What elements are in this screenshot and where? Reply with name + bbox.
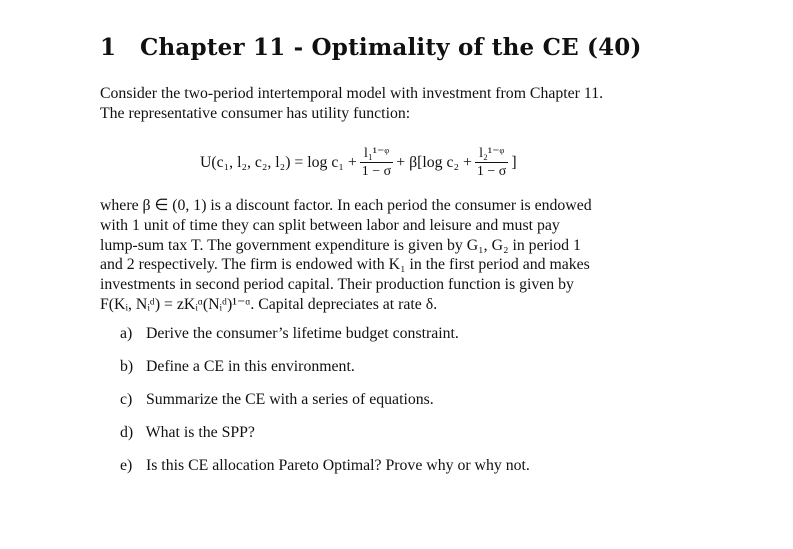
description-line: investments in second period capital. Their production function is given by xyxy=(100,276,574,294)
question-list xyxy=(120,324,530,489)
question-text: Derive the consumer’s lifetime budget constraint. xyxy=(145,325,459,342)
utility-equation xyxy=(200,138,517,188)
section-number: 1 xyxy=(100,34,117,61)
question-item xyxy=(120,423,530,456)
question-item xyxy=(120,357,530,390)
intro-line: Consider the two-period intertemporal model with investment from Chapter 11. xyxy=(100,85,604,102)
question-letter: e) xyxy=(120,457,133,474)
description-line: with 1 unit of time they can split between labor and leisure and must pay xyxy=(100,216,560,234)
description-line: F(Kᵢ, Nᵢᵈ) = zKᵢᵅ(Nᵢᵈ)¹⁻ᵅ. Capital depreciates at rate δ. xyxy=(100,295,438,313)
section-title: Chapter 11 - Optimality of the CE (40) xyxy=(140,34,642,61)
question-letter: d) xyxy=(120,424,134,441)
question-item xyxy=(120,456,530,489)
question-item xyxy=(120,324,530,357)
question-text: Summarize the CE with a series of equations. xyxy=(145,391,434,408)
question-letter: c) xyxy=(120,391,133,408)
equation-lhs: U(c₁, l₂, c₂, l₂) = log c₁ + xyxy=(200,154,357,171)
question-item xyxy=(120,390,530,423)
fraction-1-numerator: l₁¹⁻ᵠ xyxy=(363,146,390,161)
description-line: and 2 respectively. The firm is endowed with K₁ in the first period and makes xyxy=(100,256,590,274)
description-line: where β ∈ (0, 1) is a discount factor. In each period the consumer is endowed xyxy=(100,197,592,214)
intro-line: The representative consumer has utility function: xyxy=(100,104,411,122)
fraction-2-numerator: l₂¹⁻ᵠ xyxy=(479,146,505,161)
section-heading xyxy=(100,34,642,61)
intro-paragraph xyxy=(100,84,676,124)
equation-middle: + β[log c₂ + xyxy=(396,154,472,171)
fraction-period-1 xyxy=(360,145,393,181)
fraction-1-denominator: 1 − σ xyxy=(361,164,392,179)
question-text: Define a CE in this environment. xyxy=(145,358,355,375)
fraction-2-denominator: 1 − σ xyxy=(476,164,507,179)
question-letter: a) xyxy=(120,325,133,342)
description-line: lump-sum tax T. The government expenditure is given by G₁, G₂ in period 1 xyxy=(100,236,581,254)
description-paragraph xyxy=(100,196,676,315)
question-text: Is this CE allocation Pareto Optimal? Prove why or why not. xyxy=(145,457,530,474)
question-letter: b) xyxy=(120,358,134,375)
equation-close: ] xyxy=(511,154,517,171)
fraction-period-2 xyxy=(475,145,508,181)
question-text: What is the SPP? xyxy=(145,424,255,441)
